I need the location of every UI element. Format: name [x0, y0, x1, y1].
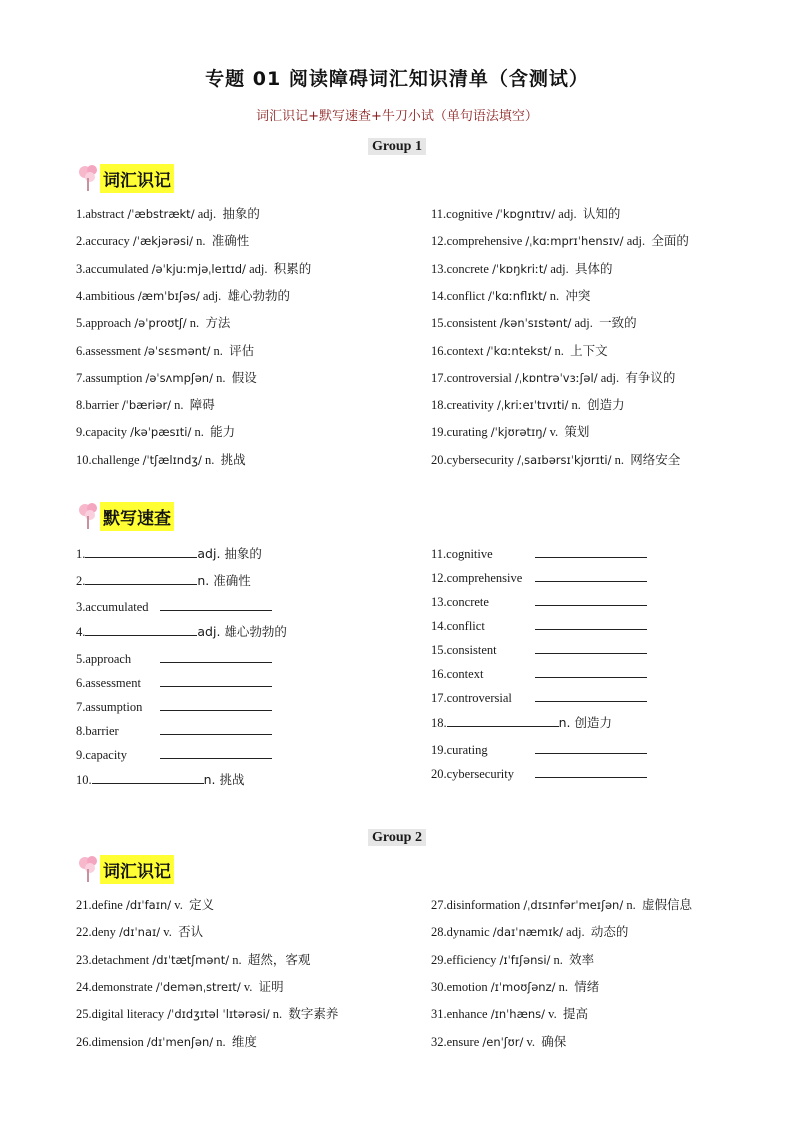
dictation-item [431, 593, 647, 610]
vocab-item [76, 233, 249, 249]
section-heading-dictation [76, 501, 174, 531]
item-pos: n. [554, 343, 564, 358]
item-word: conflict [446, 288, 485, 303]
item-pos: adj. [550, 261, 569, 276]
dictation-item [431, 714, 612, 731]
item-word: 12.comprehensive [431, 571, 523, 585]
item-number: 12. [431, 234, 447, 249]
item-word: controversial [446, 370, 512, 385]
item-word: define [91, 898, 123, 912]
item-pos: v. [163, 925, 172, 940]
item-meaning: 方法 [205, 315, 231, 331]
item-number: 5. [76, 316, 86, 331]
item-meaning: 策划 [564, 424, 590, 440]
item-word: accumulated [85, 261, 149, 276]
vocab-item [76, 924, 203, 940]
item-number: 9. [76, 425, 86, 440]
item-number: 24. [76, 979, 92, 994]
dictation-item [431, 545, 647, 562]
answer-blank[interactable] [160, 674, 272, 687]
group-1-label: Group 1 [0, 137, 794, 155]
item-phonetic: /ɪnˈhæns/ [490, 1007, 546, 1022]
item-number: 31. [431, 1007, 447, 1022]
dictation-item [431, 765, 647, 782]
answer-blank[interactable] [85, 623, 197, 636]
item-word: accuracy [85, 234, 130, 249]
item-meaning: 评估 [229, 342, 255, 358]
vocab-item [76, 1006, 338, 1022]
item-number: 1. [76, 207, 86, 221]
item-word: 16.context [431, 667, 484, 681]
item-number: 32. [431, 1034, 447, 1049]
item-phonetic: /kənˈsɪstənt/ [499, 316, 572, 331]
dictation-item [431, 665, 647, 682]
item-number: 28. [431, 925, 447, 940]
item-word: emotion [446, 979, 488, 994]
item-phonetic: /ɪˈmoʊʃənz/ [490, 979, 556, 994]
vocab-item [76, 261, 311, 277]
item-number: 16. [431, 343, 447, 358]
item-pos: adj. [558, 207, 577, 221]
dictation-item [431, 641, 647, 658]
item-phonetic: /əˈproʊtʃ/ [134, 316, 187, 331]
dictation-item [76, 746, 272, 763]
dictation-item [431, 689, 647, 706]
item-pos: n. [614, 452, 624, 467]
item-meaning: 冲突 [565, 287, 591, 303]
section-heading-vocab-1 [76, 163, 174, 193]
item-word: comprehensive [446, 234, 523, 249]
item-pos: v. [549, 425, 559, 440]
section-heading-vocab-2 [76, 854, 174, 884]
item-phonetic: /ˈkɑːntekst/ [486, 343, 552, 358]
item-meaning: 定义 [189, 897, 215, 912]
answer-blank[interactable] [160, 650, 272, 663]
answer-blank[interactable] [92, 771, 204, 784]
vocab-item [76, 315, 230, 331]
item-word: 17.controversial [431, 691, 512, 705]
vocab-item [431, 343, 608, 359]
item-number: 25. [76, 1007, 92, 1022]
vocab-item [76, 424, 235, 440]
item-phonetic: /ˌkɒntrəˈvɜːʃəl/ [515, 370, 598, 385]
dictation-item [431, 741, 647, 758]
vocab-item [431, 452, 680, 468]
item-pos: adj. [626, 234, 646, 249]
item-number: 10. [76, 452, 92, 467]
item-meaning: 超然，客观 [247, 951, 311, 967]
item-number: 2. [76, 574, 86, 588]
item-word: 3.accumulated [76, 600, 149, 614]
item-pos: adj. [202, 288, 222, 303]
item-phonetic: /ˈdɪdʒɪtəl ˈlɪtərəsi/ [167, 1007, 270, 1022]
item-phonetic: /enˈʃʊr/ [482, 1034, 524, 1049]
answer-blank[interactable] [535, 617, 647, 630]
item-word: 20.cybersecurity [431, 767, 514, 781]
item-number: 7. [76, 370, 86, 385]
answer-blank[interactable] [85, 545, 197, 558]
item-word: assumption [85, 370, 143, 385]
item-phonetic: /ˈtʃælɪndʒ/ [142, 452, 202, 467]
item-hint: n. 准确性 [197, 573, 251, 588]
dictation-item [76, 572, 251, 589]
item-phonetic: /dɪˈfaɪn/ [125, 898, 172, 912]
item-pos: n. [553, 952, 563, 967]
item-word: creativity [446, 398, 494, 413]
item-phonetic: /ˈæbstrækt/ [127, 207, 195, 221]
item-number: 15. [431, 316, 447, 331]
item-phonetic: /ˈbæriər/ [121, 398, 172, 413]
item-meaning: 障碍 [189, 397, 215, 413]
item-number: 2. [76, 234, 86, 249]
section-title: 词汇识记 [100, 164, 174, 193]
item-meaning: 上下文 [570, 342, 608, 358]
item-pos: n. [194, 425, 204, 440]
answer-blank[interactable] [85, 572, 197, 585]
item-hint: adj. 雄心勃勃的 [197, 624, 287, 639]
item-word: 6.assessment [76, 676, 141, 690]
item-word: ensure [446, 1034, 480, 1049]
item-number: 10. [76, 773, 92, 787]
item-phonetic: /ˈdemənˌstreɪt/ [155, 979, 241, 994]
vocab-item [431, 370, 675, 386]
dictation-item [431, 569, 647, 586]
item-hint: n. 创造力 [558, 715, 612, 730]
vocab-item [76, 343, 254, 359]
answer-blank[interactable] [535, 545, 647, 558]
item-number: 23. [76, 952, 92, 967]
item-pos: n. [174, 398, 184, 413]
item-word: 13.concrete [431, 595, 489, 609]
item-word: barrier [85, 398, 119, 413]
vocab-item [76, 397, 215, 413]
item-pos: n. [558, 979, 569, 994]
item-phonetic: /dɪˈmenʃən/ [146, 1034, 214, 1049]
item-word: context [446, 343, 484, 358]
item-number: 3. [76, 261, 86, 276]
vocab-item [431, 1006, 588, 1022]
group-2-label: Group 2 [0, 828, 794, 846]
vocab-item [76, 897, 214, 913]
item-phonetic: /əˈsʌmpʃən/ [145, 370, 213, 385]
item-meaning: 挑战 [220, 451, 246, 467]
item-meaning: 假设 [231, 369, 257, 385]
item-word: enhance [446, 1007, 488, 1022]
item-word: approach [85, 316, 132, 331]
item-word: assessment [85, 343, 141, 358]
item-meaning: 情绪 [574, 978, 600, 994]
item-word: 15.consistent [431, 643, 497, 657]
item-meaning: 抽象的 [222, 206, 260, 221]
page-subtitle: 词汇识记+默写速查+牛刀小试（单句语法填空） [256, 109, 538, 124]
item-meaning: 认知的 [582, 206, 621, 221]
vocab-item [76, 452, 246, 468]
item-meaning: 否认 [178, 924, 204, 940]
vocab-item [431, 206, 620, 222]
item-pos: v. [174, 898, 183, 912]
item-number: 18. [431, 716, 447, 730]
item-meaning: 全面的 [651, 233, 689, 249]
vocab-item [431, 233, 689, 249]
item-meaning: 创造力 [587, 397, 625, 413]
item-number: 26. [76, 1034, 92, 1049]
item-word: dimension [91, 1034, 144, 1049]
item-meaning: 有争议的 [625, 369, 676, 385]
blossom-icon [76, 163, 102, 193]
item-phonetic: /ɪˈfɪʃənsi/ [499, 952, 551, 967]
item-meaning: 效率 [569, 951, 595, 967]
vocab-item [431, 1034, 566, 1050]
item-word: disinformation [446, 898, 521, 912]
answer-blank[interactable] [447, 714, 559, 727]
answer-blank[interactable] [535, 765, 647, 778]
item-pos: n. [213, 343, 223, 358]
answer-blank[interactable] [535, 593, 647, 606]
item-hint: n. 挑战 [203, 772, 245, 787]
item-meaning: 数字素养 [288, 1006, 339, 1022]
item-number: 19. [431, 425, 447, 440]
answer-blank[interactable] [160, 698, 272, 711]
vocab-item [431, 924, 628, 940]
answer-blank[interactable] [535, 641, 647, 654]
item-pos: n. [216, 1034, 226, 1049]
item-phonetic: /ˌdɪsɪnfərˈmeɪʃən/ [523, 898, 624, 912]
item-meaning: 虚假信息 [641, 897, 692, 912]
vocab-item [431, 261, 613, 277]
item-pos: n. [232, 952, 242, 967]
answer-blank[interactable] [535, 741, 647, 754]
item-meaning: 证明 [258, 978, 284, 994]
item-phonetic: /daɪˈnæmɪk/ [492, 925, 564, 940]
item-meaning: 具体的 [574, 260, 613, 276]
blossom-icon [76, 854, 102, 884]
item-meaning: 雄心勃勃的 [227, 287, 291, 303]
item-phonetic: /ˌkɑːmprɪˈhensɪv/ [525, 234, 624, 249]
dictation-item [76, 623, 287, 640]
item-phonetic: /ˌkriːeɪˈtɪvɪti/ [496, 398, 569, 413]
item-pos: adj. [566, 925, 585, 940]
answer-blank[interactable] [535, 689, 647, 702]
item-number: 27. [431, 898, 447, 912]
item-word: challenge [91, 452, 140, 467]
item-pos: n. [205, 452, 215, 467]
item-word: consistent [446, 316, 497, 331]
vocab-item [431, 424, 589, 440]
item-word: 7.assumption [76, 700, 143, 714]
item-word: cybersecurity [446, 452, 514, 467]
dictation-item [76, 722, 272, 739]
item-phonetic: /dɪˈnaɪ/ [119, 925, 161, 940]
dictation-item [76, 545, 262, 562]
item-pos: n. [571, 398, 581, 413]
item-phonetic: /ˌsaɪbərsɪˈkjʊrɪti/ [517, 452, 612, 467]
item-number: 4. [76, 625, 86, 639]
answer-blank[interactable] [535, 665, 647, 678]
item-phonetic: /dɪˈtætʃmənt/ [152, 952, 230, 967]
vocab-item [76, 288, 290, 304]
answer-blank[interactable] [160, 746, 272, 759]
item-pos: adj. [197, 207, 217, 221]
item-number: 8. [76, 398, 86, 413]
vocab-item [76, 952, 310, 968]
item-pos: v. [243, 979, 253, 994]
item-phonetic: /ˈkɒɡnɪtɪv/ [495, 207, 556, 221]
item-meaning: 确保 [541, 1033, 567, 1049]
item-word: 8.barrier [76, 724, 119, 738]
dictation-item [76, 674, 272, 691]
item-word: 11.cognitive [431, 547, 493, 561]
item-meaning: 积累的 [273, 260, 312, 276]
item-meaning: 一致的 [599, 315, 637, 331]
item-word: dynamic [446, 925, 490, 940]
item-pos: n. [196, 234, 206, 249]
item-phonetic: /ˈkjʊrətɪŋ/ [490, 425, 547, 440]
item-word: deny [91, 925, 116, 940]
item-meaning: 维度 [231, 1033, 257, 1049]
item-pos: n. [189, 316, 200, 331]
dictation-item [76, 771, 245, 788]
item-pos: adj. [600, 370, 620, 385]
item-number: 20. [431, 452, 447, 467]
item-pos: adj. [574, 316, 593, 331]
item-number: 30. [431, 979, 447, 994]
item-word: cognitive [446, 207, 493, 221]
vocab-item [431, 397, 625, 413]
item-meaning: 网络安全 [630, 451, 681, 467]
item-number: 13. [431, 261, 447, 276]
item-number: 14. [431, 288, 447, 303]
item-phonetic: /æmˈbɪʃəs/ [137, 288, 200, 303]
item-word: concrete [446, 261, 489, 276]
page-title: 专题 01 阅读障碍词汇知识清单（含测试） [205, 68, 589, 90]
item-word: digital literacy [91, 1007, 165, 1022]
item-number: 18. [431, 398, 447, 413]
section-title: 默写速查 [100, 502, 174, 531]
item-pos: n. [626, 898, 636, 912]
item-pos: v. [548, 1007, 557, 1022]
vocab-item [431, 979, 599, 995]
vocab-item [76, 1034, 257, 1050]
dictation-item [76, 598, 272, 615]
answer-blank[interactable] [160, 598, 272, 611]
item-pos: n. [216, 370, 226, 385]
dictation-item [76, 698, 272, 715]
item-phonetic: /əˈsɛsmənt/ [144, 343, 211, 358]
item-word: 19.curating [431, 743, 488, 757]
dictation-item [431, 617, 647, 634]
vocab-item [76, 206, 260, 222]
vocab-item [431, 897, 692, 913]
item-word: curating [446, 425, 488, 440]
item-number: 21. [76, 898, 92, 912]
item-phonetic: /ˈkɒŋkriːt/ [492, 261, 548, 276]
item-word: demonstrate [91, 979, 153, 994]
item-word: abstract [85, 207, 125, 221]
section-title: 词汇识记 [100, 855, 174, 884]
blossom-icon [76, 501, 102, 531]
item-meaning: 动态的 [590, 924, 629, 940]
item-pos: n. [272, 1007, 283, 1022]
item-word: efficiency [446, 952, 497, 967]
item-phonetic: /kəˈpæsɪti/ [130, 425, 192, 440]
item-number: 4. [76, 288, 86, 303]
vocab-item [431, 315, 637, 331]
item-pos: v. [526, 1034, 536, 1049]
item-meaning: 提高 [563, 1006, 589, 1022]
item-number: 11. [431, 207, 447, 221]
answer-blank[interactable] [160, 722, 272, 735]
item-word: 9.capacity [76, 748, 128, 762]
item-hint: adj. 抽象的 [197, 546, 262, 561]
item-word: 14.conflict [431, 619, 485, 633]
item-number: 29. [431, 952, 447, 967]
vocab-item [431, 288, 590, 304]
dictation-item [76, 650, 272, 667]
item-word: detachment [91, 952, 150, 967]
item-phonetic: /əˈkjuːmjəˌleɪtɪd/ [151, 261, 246, 276]
item-phonetic: /ˈkɑːnflɪkt/ [487, 288, 547, 303]
item-number: 6. [76, 343, 86, 358]
item-number: 1. [76, 547, 86, 561]
vocab-item [431, 952, 594, 968]
item-meaning: 能力 [210, 424, 236, 440]
answer-blank[interactable] [535, 569, 647, 582]
item-word: 5.approach [76, 652, 132, 666]
item-meaning: 准确性 [211, 233, 250, 249]
item-phonetic: /ˈækjərəsi/ [132, 234, 194, 249]
item-number: 17. [431, 370, 447, 385]
vocab-item [76, 370, 257, 386]
item-pos: adj. [249, 261, 268, 276]
item-word: ambitious [85, 288, 135, 303]
item-word: capacity [85, 425, 128, 440]
item-pos: n. [549, 288, 560, 303]
vocab-item [76, 979, 284, 995]
item-number: 22. [76, 925, 92, 940]
